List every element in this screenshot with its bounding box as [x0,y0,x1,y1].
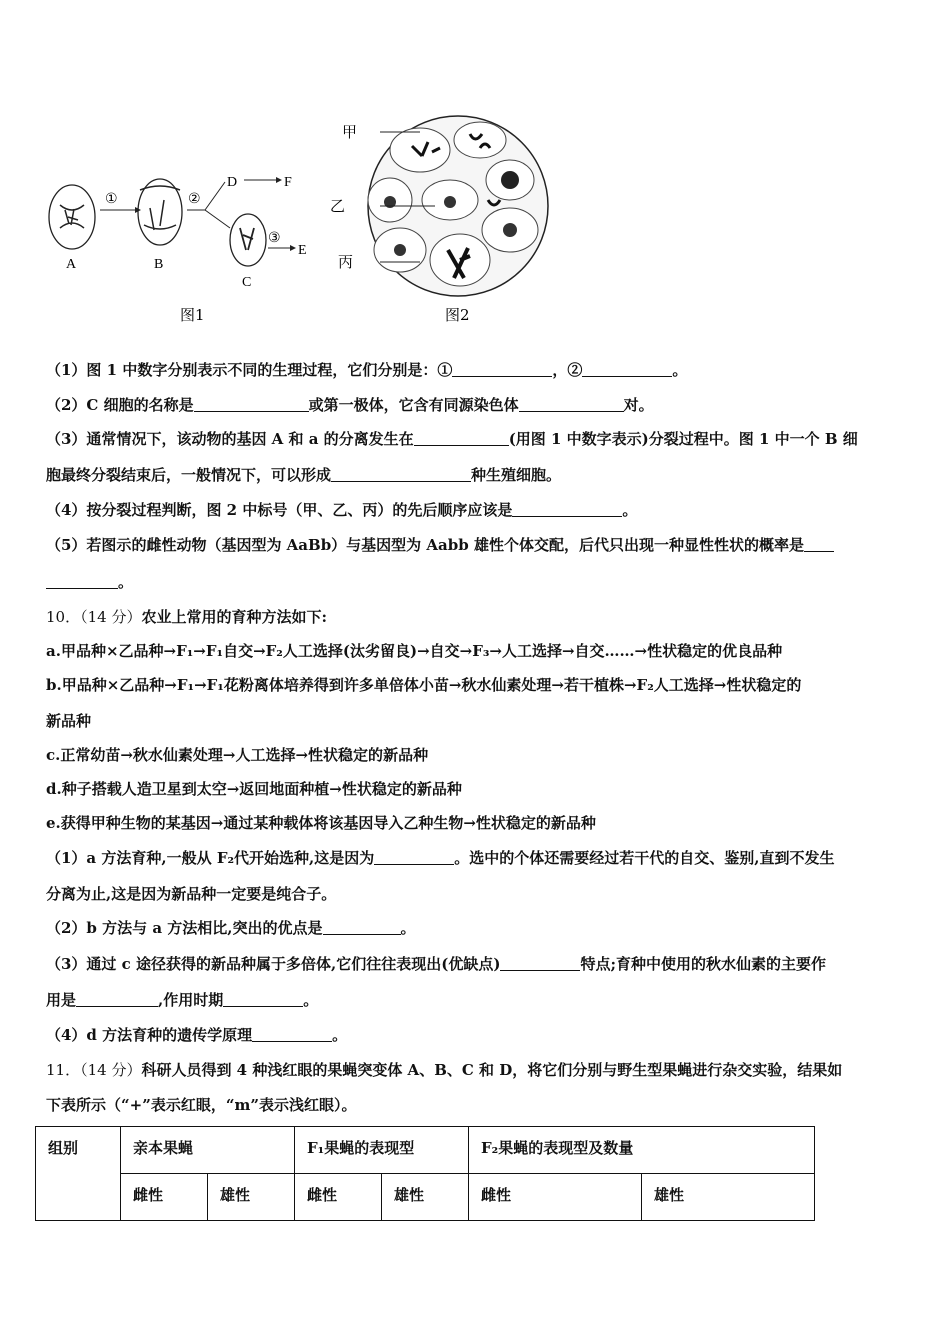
header-f2: F₂果蝇的表现型及数量 [469,1127,815,1174]
figure-2 [330,116,548,324]
answer-blank[interactable] [500,955,580,971]
q10-method-a: a.甲品种×乙品种→F₁→F₁自交→F₂人工选择(汰劣留良)→自交→F₃→人工选择→自交……→性状稳定的优良品种 [46,642,783,660]
cell-female: 雌性 [295,1174,382,1221]
cell-c [230,214,266,266]
q11-header: 11．（14 分）科研人员得到 4 种浅红眼的果蝇突变体 A、B、C 和 D，将它们分别与野生型果蝇进行杂交实验，结果如 [46,1061,843,1079]
cell-male: 雄性 [382,1174,469,1221]
answer-blank[interactable] [323,919,401,935]
label-d: D [227,175,238,190]
q10-header: 10．（14 分）农业上常用的育种方法如下: [46,608,327,626]
results-table [35,1126,815,1221]
q9-part5-cont: 。 [46,571,916,593]
label-b: B [154,257,164,272]
svg-text:①: ① [105,191,118,207]
answer-blank[interactable] [194,396,309,412]
label-yi: 乙 [330,197,346,215]
q10-part3: （3）通过 c 途径获得的新品种属于多倍体,它们往往表现出(优缺点) 特点;育种中使用的秋水仙素的主要作 [46,955,826,973]
q9-part5: （5）若图示的雌性动物（基因型为 AaBb）与基因型为 Aabb 雄性个体交配，后代只出现一种显性性状的概率是 [46,534,916,556]
q10-part1: （1）a 方法育种,一般从 F₂代开始选种,这是因为 。选中的个体还需要经过若干代的自交、鉴别,直到不发生 [46,849,835,867]
svg-text:③: ③ [268,230,281,246]
q10-part4: （4）d 方法育种的遗传学原理 。 [46,1026,348,1044]
answer-blank[interactable] [331,466,471,482]
label-e: E [298,243,307,258]
answer-blank[interactable] [223,991,303,1007]
table-row [36,1127,815,1174]
q9-part2: （2）C 细胞的名称是 或第一极体，它含有同源染色体 对。 [46,396,654,414]
q11-header-cont: 下表所示（“+”表示红眼，“m”表示浅红眼）。 [46,1096,357,1114]
answer-blank[interactable] [519,396,624,412]
q10-part1-cont: 分离为止,这是因为新品种一定要是纯合子。 [46,885,337,903]
header-parent: 亲本果蝇 [121,1127,295,1174]
answer-blank[interactable] [452,361,552,377]
q10-part2: （2）b 方法与 a 方法相比,突出的优点是 。 [46,919,416,937]
svg-text:②: ② [188,191,201,207]
cell-female: 雌性 [469,1174,642,1221]
header-group: 组别 [36,1127,121,1221]
figure1-caption: 图1 [180,306,205,324]
label-f: F [284,175,292,190]
answer-blank[interactable] [804,536,834,552]
figures [40,110,600,340]
answer-blank[interactable] [582,361,672,377]
cell-female: 雌性 [121,1174,208,1221]
q9-part1: （1）图 1 中数字分别表示不同的生理过程，它们分别是：① ，② 。 [46,361,688,379]
header-f1: F₁果蝇的表现型 [295,1127,469,1174]
q10-part3-cont: 用是 ,作用时期 。 [46,991,319,1009]
q10-method-e: e.获得甲种生物的某基因→通过某种载体将该基因导入乙种生物→性状稳定的新品种 [46,814,596,832]
label-bing: 丙 [338,253,354,271]
q10-method-b-cont: 新品种 [46,712,92,730]
q10-method-d: d.种子搭载人造卫星到太空→返回地面种植→性状稳定的新品种 [46,780,462,798]
cell-male: 雄性 [642,1174,815,1221]
table-row [36,1174,815,1221]
label-a: A [66,257,77,272]
answer-blank[interactable] [374,849,454,865]
label-c: C [242,275,252,290]
cell-male: 雄性 [208,1174,295,1221]
q9-part3: （3）通常情况下，该动物的基因 A 和 a 的分离发生在 (用图 1 中数字表示)分裂过程中。图 1 中一个 B 细 [46,430,858,448]
answer-blank[interactable] [252,1026,332,1042]
figure2-caption: 图2 [445,306,470,324]
answer-blank[interactable] [46,573,118,589]
q9-part3-cont: 胞最终分裂结束后，一般情况下，可以形成 种生殖细胞。 [46,466,562,484]
answer-blank[interactable] [414,430,509,446]
label-jia: 甲 [342,123,358,141]
figure-1 [49,175,307,324]
q10-method-c: c.正常幼苗→秋水仙素处理→人工选择→性状稳定的新品种 [46,746,429,764]
answer-blank[interactable] [512,501,622,517]
q10-method-b: b.甲品种×乙品种→F₁→F₁花粉离体培养得到许多单倍体小苗→秋水仙素处理→若干植株→F₂人工选择→性状稳定的 [46,676,802,694]
q9-part4: （4）按分裂过程判断，图 2 中标号（甲、乙、丙）的先后顺序应该是 。 [46,501,638,519]
answer-blank[interactable] [76,991,158,1007]
